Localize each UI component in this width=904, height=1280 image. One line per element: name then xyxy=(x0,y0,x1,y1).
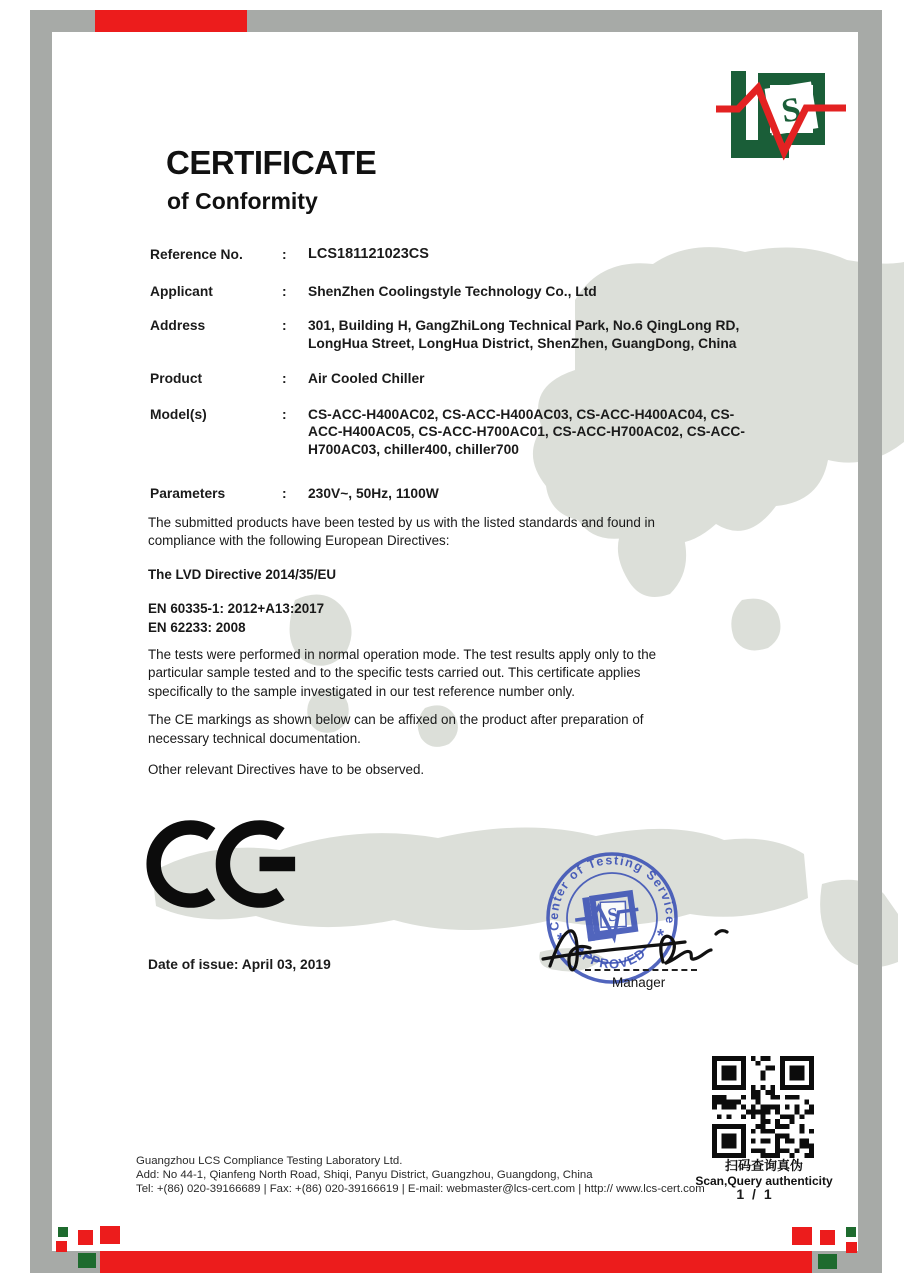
paragraph-directive: The LVD Directive 2014/35/EU xyxy=(148,566,337,582)
footer-address: Add: No 44-1, Qianfeng North Road, Shiqi, Panyu District, Guangzhou, Guangdong, China xyxy=(136,1168,593,1181)
corner-square-green-small-left xyxy=(58,1227,68,1237)
certificate-subtitle: of Conformity xyxy=(167,188,318,214)
corner-square-green-onbar-right xyxy=(818,1254,837,1269)
date-of-issue: Date of issue: April 03, 2019 xyxy=(148,957,331,972)
field-value: 301, Building H, GangZhiLong Technical Park, No.6 QingLong RD, LongHua Street, LongHua District, ShenZhen, GuangDong, China xyxy=(308,318,740,351)
field-row-reference xyxy=(150,246,810,264)
field-row-applicant xyxy=(150,283,810,301)
corner-square-red-small-left xyxy=(56,1241,67,1252)
corner-square-red-med-left xyxy=(78,1230,93,1245)
accent-red-bottom-bar xyxy=(100,1251,812,1273)
field-value: ShenZhen Coolingstyle Technology Co., Ltd xyxy=(308,283,597,299)
frame-left xyxy=(30,10,52,1273)
corner-square-red-med-right xyxy=(820,1230,835,1245)
seal-logo-letter: S xyxy=(606,904,620,927)
signer-title: Manager xyxy=(612,975,666,990)
paragraph-tests: The tests were performed in normal operation mode. The test results apply only to the particular sample tested and to the specific tests carried out. This certificate applies specifically to the sample investigated in our test reference number only. xyxy=(148,647,657,699)
frame-right xyxy=(858,10,882,1273)
footer-contact-block xyxy=(136,1155,705,1196)
seal-star-left: * xyxy=(557,930,565,950)
qr-captions xyxy=(683,1155,845,1188)
field-row-address xyxy=(150,317,810,352)
seal-center-logo xyxy=(572,890,642,942)
corner-square-red-small-right xyxy=(846,1242,857,1253)
field-colon: : xyxy=(282,283,287,299)
field-label: Parameters xyxy=(150,486,226,501)
seal-approved-text: APPROVED xyxy=(571,942,649,972)
field-row-parameters xyxy=(150,485,810,503)
field-colon: : xyxy=(282,486,287,501)
field-colon: : xyxy=(282,247,287,262)
seal-ring-text: Center of Testing Service xyxy=(546,853,678,932)
field-value: Air Cooled Chiller xyxy=(308,371,425,386)
corner-square-green-onbar-left xyxy=(78,1253,96,1268)
field-label: Applicant xyxy=(150,283,213,299)
certificate-fields xyxy=(150,246,810,503)
field-label: Address xyxy=(150,318,206,333)
field-row-product xyxy=(150,370,810,388)
field-colon: : xyxy=(282,318,287,333)
qr-code xyxy=(712,1056,814,1158)
lcs-logo xyxy=(716,62,848,164)
footer-contacts: Tel: +(86) 020-39166689 | Fax: +(86) 020-39166619 | E-mail: webmaster@lcs-cert.com | http:// www.lcs-cert.com xyxy=(136,1182,705,1195)
seal-star-right: * xyxy=(657,926,665,946)
page-number: 1 / 1 xyxy=(736,1186,774,1202)
field-value: LCS181121023CS xyxy=(308,246,429,262)
ce-mark-graphic xyxy=(146,812,298,916)
field-value: CS-ACC-H400AC02, CS-ACC-H400AC03, CS-ACC-H400AC04, CS- ACC-H400AC05, CS-ACC-H700AC01, CS-ACC-H700AC02, CS-ACC- H700AC03, chiller400, chiller700 xyxy=(308,406,745,457)
footer-company: Guangzhou LCS Compliance Testing Laboratory Ltd. xyxy=(136,1155,403,1167)
qr-caption-zh: 扫码查询真伪 xyxy=(724,1158,803,1173)
certificate-title: CERTIFICATE xyxy=(166,144,377,181)
field-value: 230V~, 50Hz, 1100W xyxy=(308,486,439,501)
paragraph-standards: EN 60335-1: 2012+A13:2017 EN 62233: 2008 xyxy=(148,601,325,635)
paragraph-ce-note: The CE markings as shown below can be affixed on the product after preparation of necessary technical documentation. xyxy=(148,712,644,746)
paragraph-other-note: Other relevant Directives have to be observed. xyxy=(148,762,425,778)
qr-caption-en: Scan,Query authenticity xyxy=(695,1174,833,1188)
field-label: Reference No. xyxy=(150,247,243,262)
field-colon: : xyxy=(282,406,287,422)
corner-square-green-small-right xyxy=(846,1227,856,1237)
signature-line xyxy=(585,969,697,971)
corner-square-red-big-left xyxy=(100,1226,120,1244)
field-label: Model(s) xyxy=(150,406,207,422)
ce-mark xyxy=(146,812,298,921)
accent-red-top xyxy=(95,10,247,32)
paragraph-intro: The submitted products have been tested by us with the listed standards and found in compliance with the following European Directives: xyxy=(148,515,655,549)
field-colon: : xyxy=(282,371,287,386)
field-label: Product xyxy=(150,371,203,386)
certificate-body xyxy=(148,514,656,779)
logo-letter: S xyxy=(778,90,804,131)
field-row-models xyxy=(150,406,810,459)
corner-square-red-big-right xyxy=(792,1227,812,1245)
